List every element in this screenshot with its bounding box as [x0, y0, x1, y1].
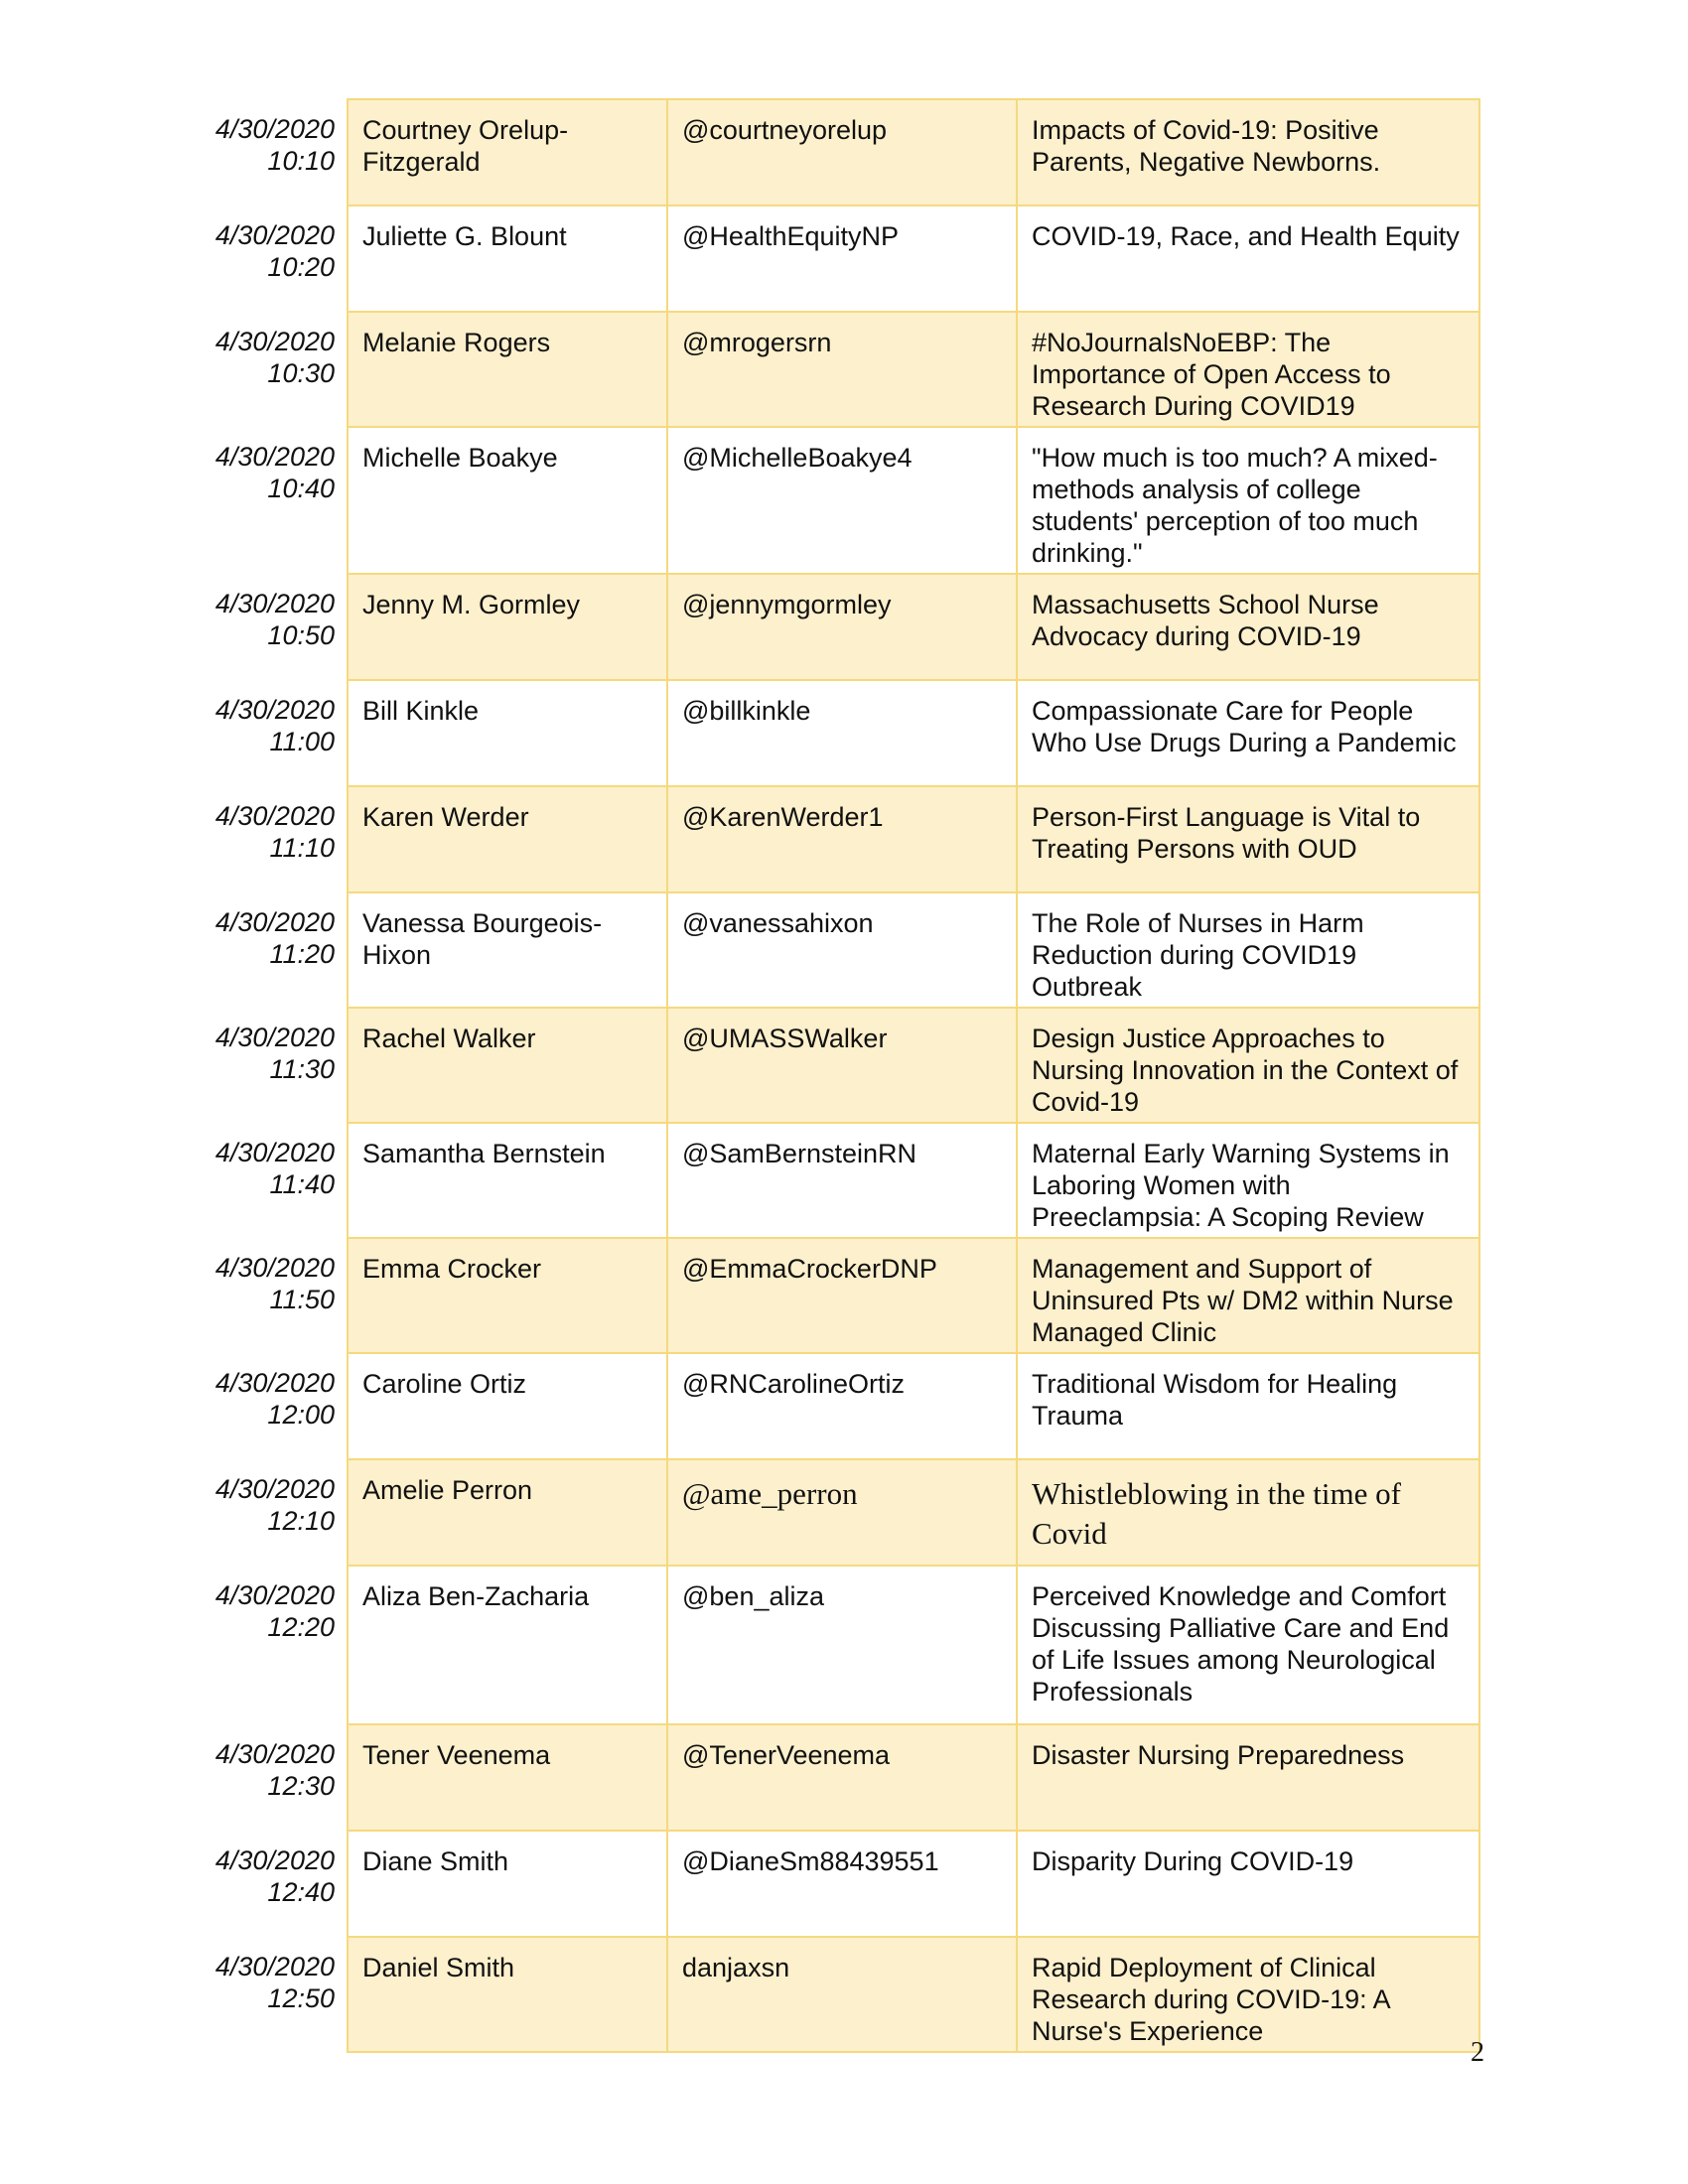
handle-cell — [667, 1459, 1017, 1566]
topic-text: Disparity During COVID-19 — [1032, 1846, 1354, 1876]
topic-text: Compassionate Care for People Who Use Drugs During a Pandemic — [1032, 696, 1457, 757]
topic-cell — [1017, 1937, 1479, 2052]
name-cell — [348, 1937, 667, 2052]
topic-text: The Role of Nurses in Harm Reduction during COVID19 Outbreak — [1032, 908, 1364, 1002]
topic-cell — [1017, 99, 1479, 205]
name-cell — [348, 427, 667, 574]
topic-cell — [1017, 205, 1479, 312]
name-cell — [348, 1831, 667, 1937]
time-text: 10:50 — [267, 620, 335, 650]
handle-cell — [667, 1937, 1017, 2052]
name-cell — [348, 1724, 667, 1831]
time-text: 12:30 — [267, 1771, 335, 1801]
date-text: 4/30/2020 — [214, 1845, 335, 1875]
time-cell — [199, 1724, 348, 1831]
handle-text: @vanessahixon — [682, 908, 874, 938]
date-text: 4/30/2020 — [214, 1952, 335, 1981]
time-text: 12:40 — [267, 1877, 335, 1907]
schedule-row — [199, 1008, 1479, 1123]
handle-text: @KarenWerder1 — [682, 802, 884, 832]
handle-text: @billkinkle — [682, 696, 811, 726]
time-text: 11:00 — [269, 727, 335, 756]
name-cell — [348, 574, 667, 680]
time-cell — [199, 1238, 348, 1353]
name-cell — [348, 1008, 667, 1123]
date-text: 4/30/2020 — [214, 1580, 335, 1610]
topic-text: Person-First Language is Vital to Treating Persons with OUD — [1032, 802, 1421, 864]
name-cell — [348, 1353, 667, 1459]
date-text: 4/30/2020 — [214, 1138, 335, 1167]
schedule-row — [199, 1353, 1479, 1459]
topic-cell — [1017, 1008, 1479, 1123]
topic-text: Maternal Early Warning Systems in Laboring Women with Preeclampsia: A Scoping Review — [1032, 1139, 1450, 1232]
name-cell — [348, 786, 667, 892]
topic-cell — [1017, 1459, 1479, 1566]
time-text: 11:40 — [269, 1169, 335, 1199]
handle-cell — [667, 427, 1017, 574]
handle-text: @mrogersrn — [682, 328, 832, 357]
schedule-row — [199, 1238, 1479, 1353]
topic-cell — [1017, 1238, 1479, 1353]
time-text: 12:20 — [267, 1612, 335, 1642]
handle-text: @courtneyorelup — [682, 115, 888, 145]
date-text: 4/30/2020 — [214, 907, 335, 937]
topic-text: Traditional Wisdom for Healing Trauma — [1032, 1369, 1398, 1431]
name-text: Bill Kinkle — [362, 696, 480, 726]
schedule-row — [199, 99, 1479, 205]
date-text: 4/30/2020 — [214, 327, 335, 356]
schedule-row — [199, 574, 1479, 680]
name-text: Rachel Walker — [362, 1024, 536, 1053]
date-text: 4/30/2020 — [214, 220, 335, 250]
time-text: 11:20 — [269, 939, 335, 969]
handle-cell — [667, 1566, 1017, 1724]
name-cell — [348, 680, 667, 786]
topic-cell — [1017, 1724, 1479, 1831]
topic-text: Impacts of Covid-19: Positive Parents, Negative Newborns. — [1032, 115, 1381, 177]
time-cell — [199, 1937, 348, 2052]
topic-cell — [1017, 892, 1479, 1008]
topic-cell — [1017, 1353, 1479, 1459]
time-text: 10:40 — [267, 474, 335, 503]
name-text: Tener Veenema — [362, 1740, 551, 1770]
schedule-row — [199, 892, 1479, 1008]
name-text: Vanessa Bourgeois-Hixon — [362, 908, 603, 970]
handle-text: @HealthEquityNP — [682, 221, 900, 251]
handle-cell — [667, 680, 1017, 786]
schedule-row — [199, 1459, 1479, 1566]
name-text: Amelie Perron — [362, 1475, 533, 1505]
time-text: 10:30 — [267, 358, 335, 388]
handle-cell — [667, 99, 1017, 205]
time-text: 10:10 — [267, 146, 335, 176]
topic-text: "How much is too much? A mixed-methods analysis of college students' perception of too much drinking." — [1032, 443, 1438, 568]
time-cell — [199, 1353, 348, 1459]
handle-cell — [667, 1353, 1017, 1459]
handle-cell — [667, 312, 1017, 427]
schedule-row — [199, 205, 1479, 312]
schedule-row — [199, 1123, 1479, 1238]
name-text: Samantha Bernstein — [362, 1139, 606, 1168]
name-text: Jenny M. Gormley — [362, 590, 581, 619]
topic-cell — [1017, 312, 1479, 427]
date-text: 4/30/2020 — [214, 1739, 335, 1769]
name-text: Melanie Rogers — [362, 328, 551, 357]
time-text: 11:50 — [269, 1285, 335, 1314]
name-text: Daniel Smith — [362, 1953, 515, 1982]
topic-text: Management and Support of Uninsured Pts w/ DM2 within Nurse Managed Clinic — [1032, 1254, 1454, 1347]
time-cell — [199, 1831, 348, 1937]
time-text: 10:20 — [267, 252, 335, 282]
time-cell — [199, 312, 348, 427]
handle-text: danjaxsn — [682, 1953, 790, 1982]
time-cell — [199, 1459, 348, 1566]
date-text: 4/30/2020 — [214, 1023, 335, 1052]
topic-cell — [1017, 786, 1479, 892]
topic-text: Whistleblowing in the time of Covid — [1032, 1476, 1401, 1551]
topic-text: Rapid Deployment of Clinical Research during COVID-19: A Nurse's Experience — [1032, 1953, 1390, 2046]
date-text: 4/30/2020 — [214, 589, 335, 618]
topic-cell — [1017, 574, 1479, 680]
name-text: Courtney Orelup-Fitzgerald — [362, 115, 569, 177]
topic-cell — [1017, 427, 1479, 574]
handle-text: @ame_perron — [682, 1476, 858, 1511]
handle-cell — [667, 1831, 1017, 1937]
name-text: Juliette G. Blount — [362, 221, 567, 251]
page-number: 2 — [1471, 2037, 1484, 2068]
time-cell — [199, 1123, 348, 1238]
date-text: 4/30/2020 — [214, 114, 335, 144]
handle-text: @EmmaCrockerDNP — [682, 1254, 937, 1284]
topic-text: COVID-19, Race, and Health Equity — [1032, 221, 1460, 251]
date-text: 4/30/2020 — [214, 801, 335, 831]
handle-text: @MichelleBoakye4 — [682, 443, 913, 473]
schedule-row — [199, 427, 1479, 574]
time-cell — [199, 1566, 348, 1724]
schedule-row — [199, 1831, 1479, 1937]
topic-cell — [1017, 680, 1479, 786]
time-cell — [199, 99, 348, 205]
time-cell — [199, 786, 348, 892]
handle-cell — [667, 1008, 1017, 1123]
handle-cell — [667, 786, 1017, 892]
handle-text: @DianeSm88439551 — [682, 1846, 939, 1876]
handle-text: @ben_aliza — [682, 1581, 825, 1611]
schedule-body — [199, 99, 1479, 2052]
handle-text: @TenerVeenema — [682, 1740, 891, 1770]
topic-text: Perceived Knowledge and Comfort Discussing Palliative Care and End of Life Issues among Neurological Professionals — [1032, 1581, 1450, 1706]
time-text: 11:10 — [269, 833, 335, 863]
handle-cell — [667, 205, 1017, 312]
name-text: Diane Smith — [362, 1846, 509, 1876]
handle-cell — [667, 574, 1017, 680]
time-cell — [199, 574, 348, 680]
name-cell — [348, 99, 667, 205]
handle-text: @RNCarolineOrtiz — [682, 1369, 905, 1399]
date-text: 4/30/2020 — [214, 695, 335, 725]
schedule-row — [199, 1566, 1479, 1724]
time-text: 12:10 — [267, 1506, 335, 1536]
handle-cell — [667, 892, 1017, 1008]
schedule-row — [199, 1937, 1479, 2052]
name-cell — [348, 1238, 667, 1353]
name-cell — [348, 205, 667, 312]
time-cell — [199, 892, 348, 1008]
topic-text: Disaster Nursing Preparedness — [1032, 1740, 1405, 1770]
date-text: 4/30/2020 — [214, 442, 335, 472]
schedule-row — [199, 1724, 1479, 1831]
time-cell — [199, 1008, 348, 1123]
name-cell — [348, 1123, 667, 1238]
time-text: 12:50 — [267, 1983, 335, 2013]
name-cell — [348, 312, 667, 427]
name-cell — [348, 1566, 667, 1724]
name-cell — [348, 892, 667, 1008]
topic-cell — [1017, 1831, 1479, 1937]
name-text: Aliza Ben-Zacharia — [362, 1581, 590, 1611]
handle-text: @jennymgormley — [682, 590, 892, 619]
date-text: 4/30/2020 — [214, 1474, 335, 1504]
handle-cell — [667, 1724, 1017, 1831]
schedule-table — [199, 98, 1480, 2053]
schedule-row — [199, 786, 1479, 892]
topic-text: Massachusetts School Nurse Advocacy during COVID-19 — [1032, 590, 1379, 651]
topic-text: #NoJournalsNoEBP: The Importance of Open Access to Research During COVID19 — [1032, 328, 1391, 421]
date-text: 4/30/2020 — [214, 1368, 335, 1398]
handle-text: @SamBernsteinRN — [682, 1139, 916, 1168]
schedule-row — [199, 680, 1479, 786]
schedule-row — [199, 312, 1479, 427]
time-cell — [199, 205, 348, 312]
handle-cell — [667, 1238, 1017, 1353]
time-cell — [199, 427, 348, 574]
topic-cell — [1017, 1566, 1479, 1724]
handle-cell — [667, 1123, 1017, 1238]
time-cell — [199, 680, 348, 786]
name-text: Emma Crocker — [362, 1254, 542, 1284]
date-text: 4/30/2020 — [214, 1253, 335, 1283]
topic-cell — [1017, 1123, 1479, 1238]
name-text: Michelle Boakye — [362, 443, 558, 473]
name-text: Karen Werder — [362, 802, 529, 832]
handle-text: @UMASSWalker — [682, 1024, 888, 1053]
name-cell — [348, 1459, 667, 1566]
time-text: 12:00 — [267, 1400, 335, 1430]
time-text: 11:30 — [269, 1054, 335, 1084]
topic-text: Design Justice Approaches to Nursing Innovation in the Context of Covid-19 — [1032, 1024, 1459, 1117]
name-text: Caroline Ortiz — [362, 1369, 527, 1399]
